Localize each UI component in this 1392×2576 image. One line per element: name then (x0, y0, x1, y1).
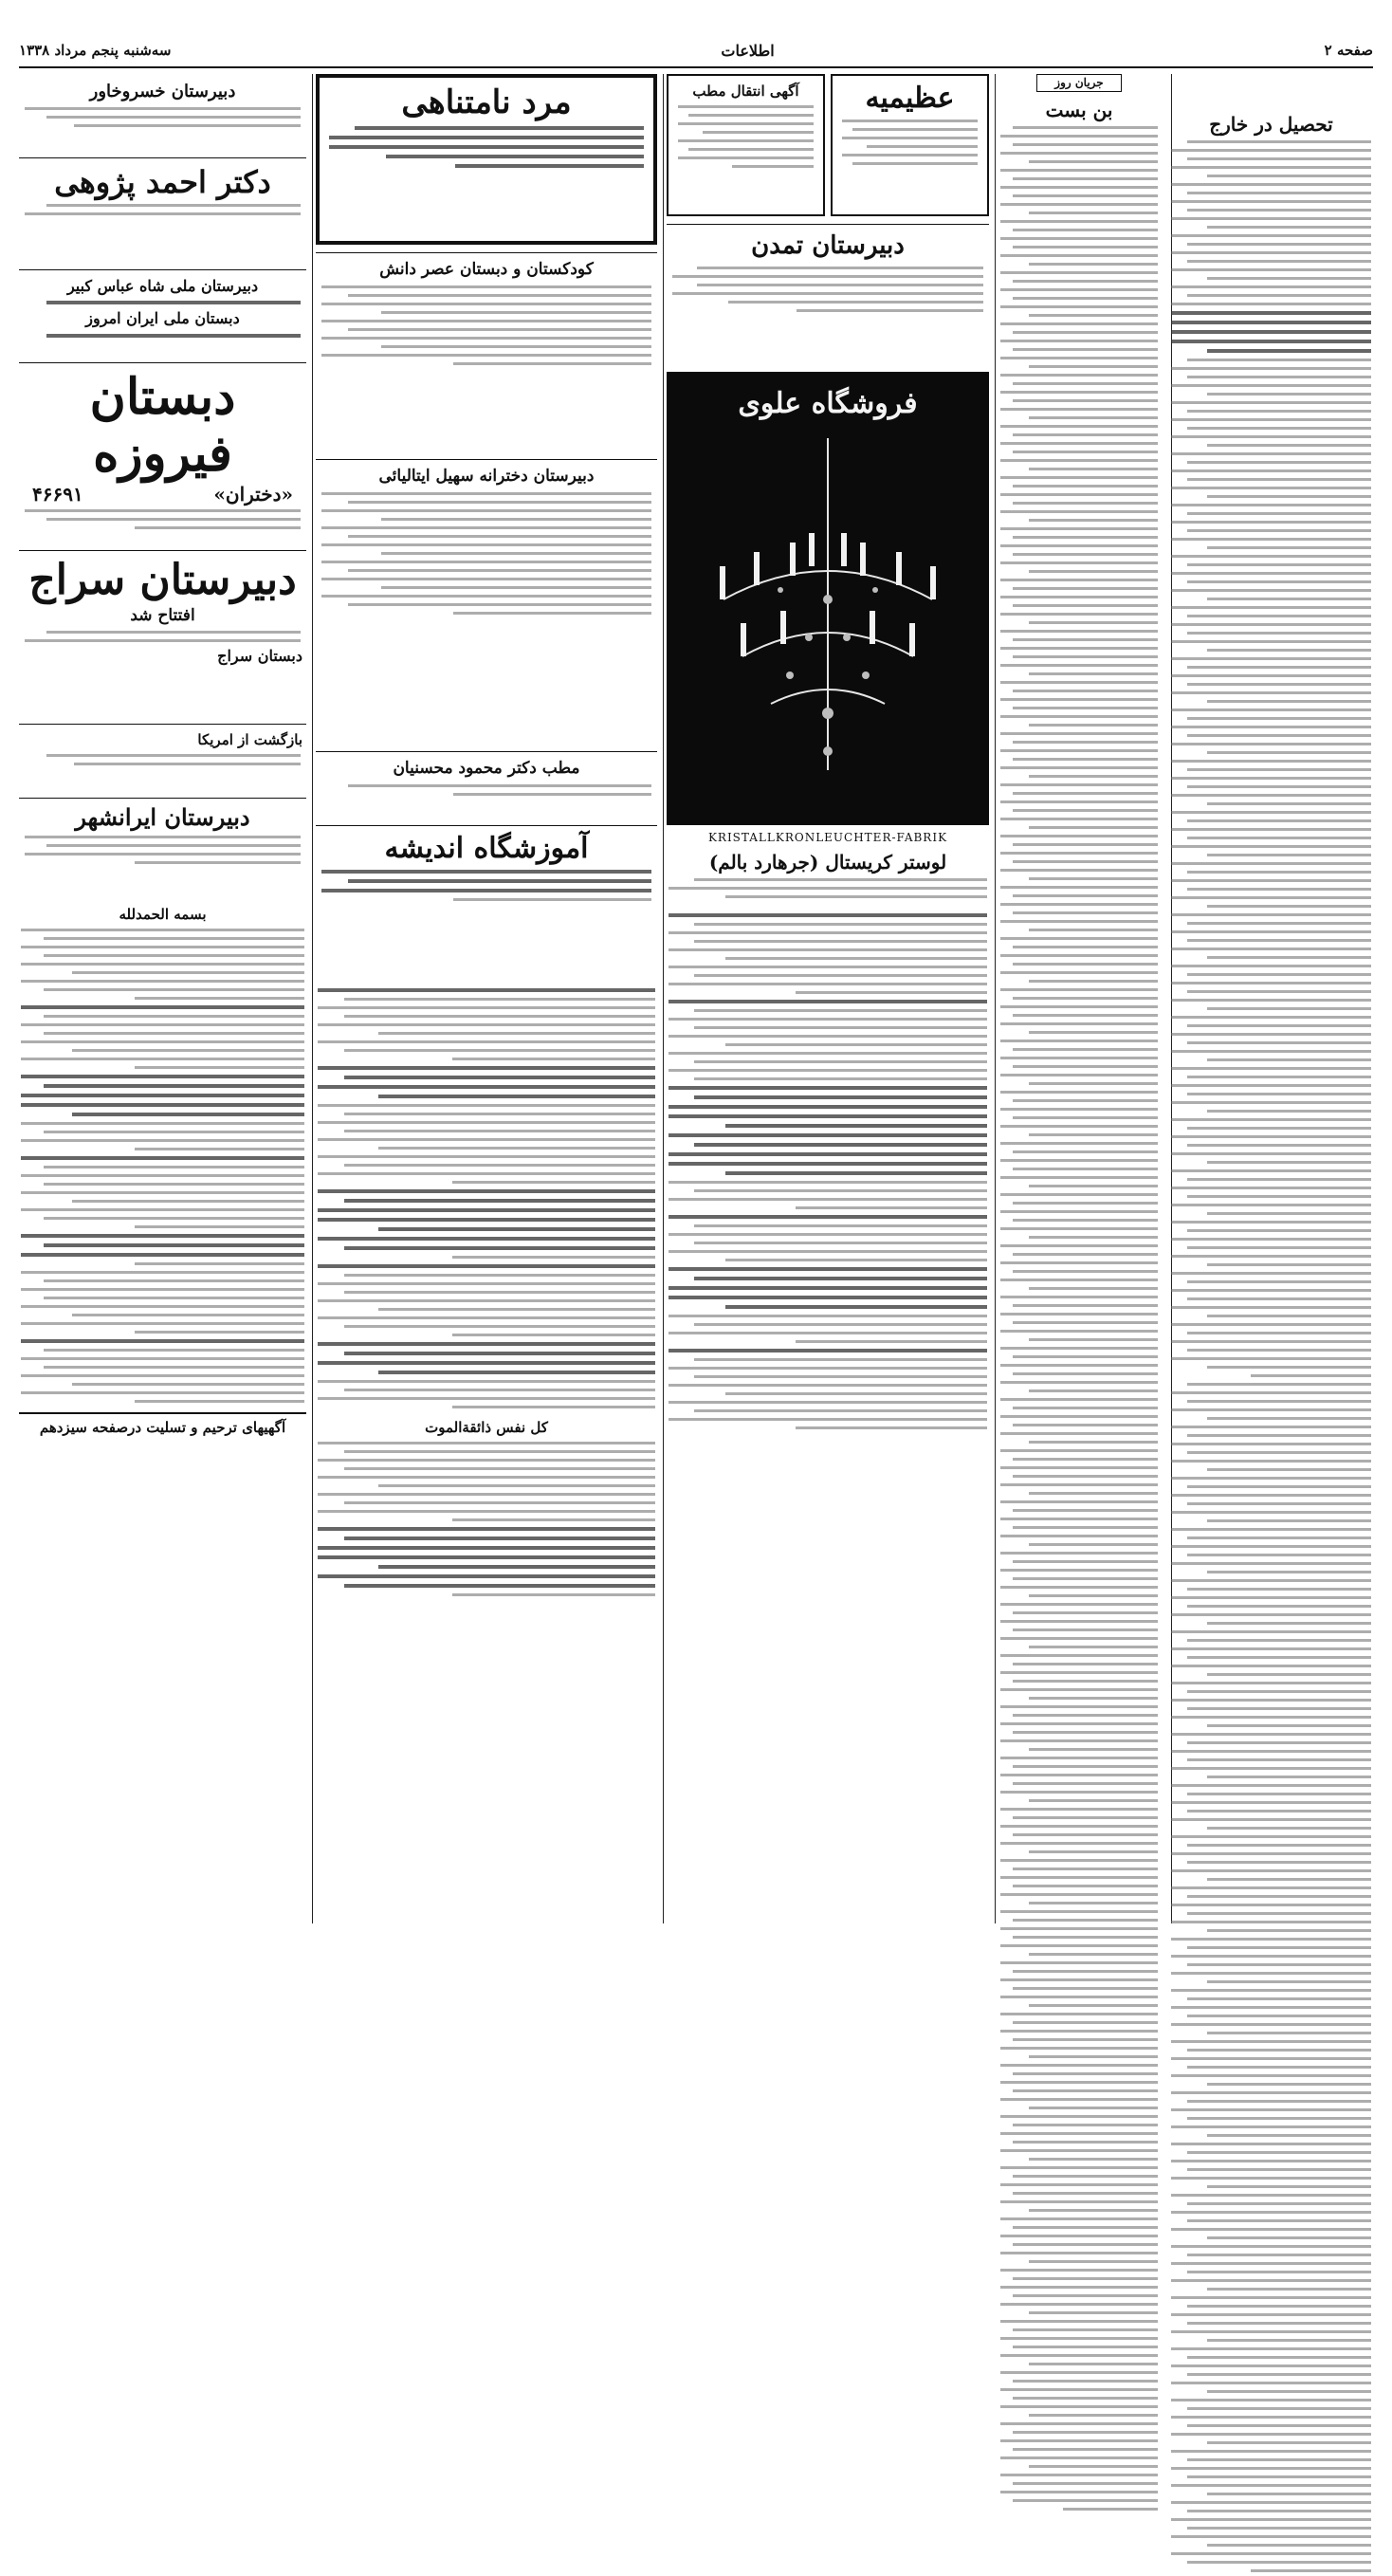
section-header: جریان روز (1036, 74, 1122, 92)
ad-title: دبیرستان دخترانه سهیل ایتالیائی (378, 467, 595, 486)
ad-pajouhi (19, 157, 306, 262)
ad-seraj (19, 550, 306, 716)
ad-headline: لوستر کریستال (جرهارد بالم) (708, 851, 947, 874)
issue-date: سه‌شنبه پنجم مرداد ۱۳۳۸ (19, 42, 172, 59)
ad-subtitle: افتتاح شد (130, 605, 195, 625)
photo-caption: KRISTALLKRONLEUCHTER-FABRIK (707, 831, 948, 844)
ad-iranshahr (19, 798, 306, 897)
ad-title: دبیرستان خسروخاور (89, 82, 236, 101)
ads-column-center-left (316, 74, 657, 1923)
article-body (1169, 137, 1373, 2576)
ad-tagheer-matab (667, 74, 825, 216)
page-number: صفحه ۲ (1324, 42, 1373, 59)
notice-heading: بسمه الحمدلله (119, 906, 207, 923)
chandelier-photo (667, 372, 989, 825)
ad-azimieh (831, 74, 989, 216)
ad-title: کودکستان و دبستان عصر دانش (379, 260, 594, 279)
ad-tamaddon (667, 224, 989, 364)
ad-phone: ۴۶۶۹۱ (32, 482, 83, 506)
ad-title: فروشگاه علوی (738, 387, 918, 420)
obituaries-column (316, 984, 657, 1412)
ad-title: دبیرستان تمدن (751, 231, 905, 260)
ads-column-center-right (667, 74, 989, 1923)
ad-mohsenian (316, 751, 657, 818)
footer-note: آگهیهای ترحیم و تسلیت درصفحه سیزدهم (19, 1412, 306, 1438)
notice-heading: کل نفس ذائقةالموت (425, 1419, 548, 1436)
ad-title: دبستان ملی ایران امروز (85, 309, 240, 328)
ad-title: دکتر احمد پژوهی (54, 164, 271, 200)
notices-body (667, 910, 989, 1433)
ad-subtitle: «دختران» (213, 482, 293, 506)
ad-title: آموزشگاه اندیشه (384, 832, 589, 865)
news-column-binbast (998, 74, 1160, 1923)
ad-title: دبیرستان ملی شاه عباس کبیر (66, 277, 259, 295)
ad-title: عظیمیه (865, 82, 955, 115)
ad-title: مرد نامتناهی (401, 83, 572, 121)
ad-firouzeh (19, 362, 306, 543)
article-body (998, 122, 1160, 2514)
ad-andisheh (316, 825, 657, 977)
ad-title: مطب دکتر محمود محسنیان (393, 759, 580, 778)
ad-khosrow-khavar (19, 74, 306, 150)
ad-title: بازگشت از امریکا (197, 731, 302, 748)
obituaries-column (19, 925, 306, 1407)
ad-school-pair (19, 269, 306, 355)
ad-mard-namotanahi (316, 74, 657, 245)
newspaper-name: اطلاعات (721, 41, 775, 60)
ad-asr-danesh (316, 252, 657, 451)
article-title: تحصیل در خارج (1209, 113, 1333, 136)
ad-footer: دبستان سراج (217, 647, 302, 666)
masthead (19, 36, 1373, 64)
masthead-rule (19, 66, 1373, 68)
ad-title: آگهی انتقال مطب (692, 83, 799, 100)
article-title: بن بست (1045, 98, 1113, 121)
ad-bazgasht (19, 724, 306, 790)
news-column-tahsil (1169, 74, 1373, 1923)
obituaries-column-lower (316, 1438, 657, 1600)
ad-soheil-italian (316, 459, 657, 744)
ad-title: دبیرستان سراج (28, 556, 297, 604)
chandelier-illustration (667, 372, 989, 825)
ad-title: دبستان فیروزه (89, 368, 236, 483)
ad-title: دبیرستان ایرانشهر (75, 803, 250, 831)
ads-column-left (19, 74, 306, 1923)
